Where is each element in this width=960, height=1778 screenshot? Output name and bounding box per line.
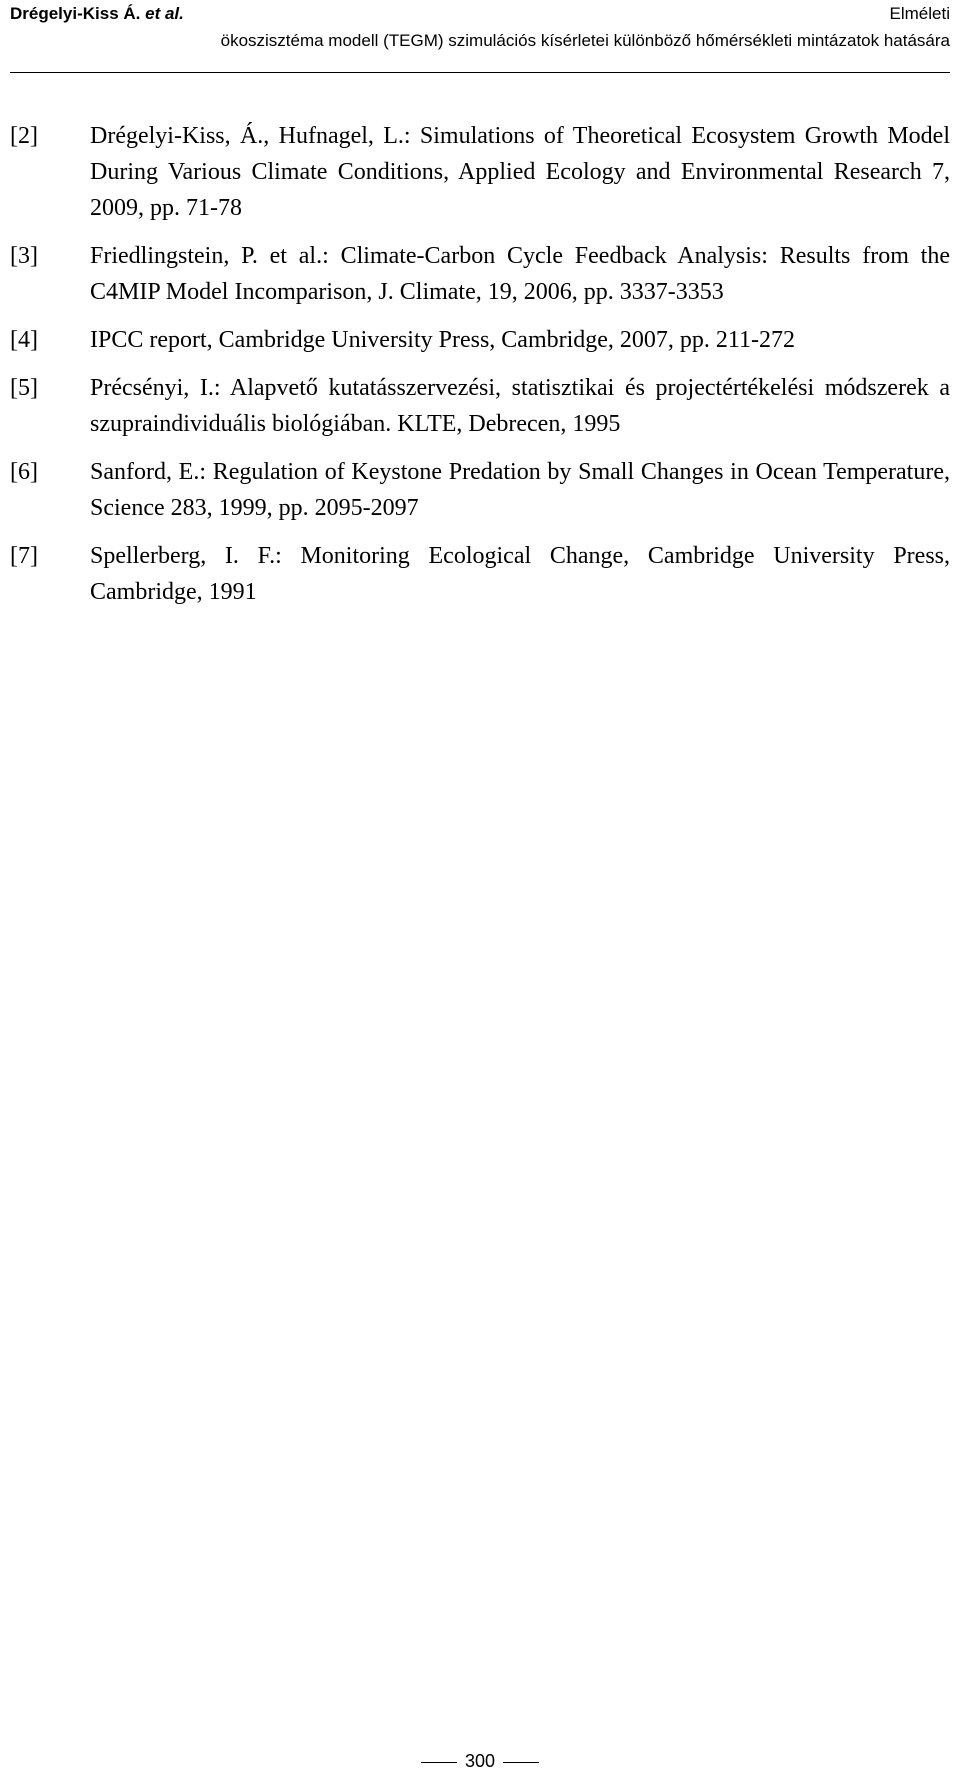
reference-item-4 (10, 322, 950, 358)
reference-number: [3] (10, 243, 38, 269)
reference-text: Friedlingstein, P. et al.: Climate-Carbon Cycle Feedback Analysis: Results from the C4MIP Model Incomparison, J. Climate, 19, 2006, pp. 3337-3353 (90, 243, 950, 305)
header-top-row (10, 0, 950, 27)
header-subtitle: ökoszisztéma modell (TEGM) szimulációs kísérletei különböző hőmérsékleti mintázatok hatására (220, 31, 950, 50)
reference-list (10, 118, 950, 622)
reference-text: Précsényi, I.: Alapvető kutatásszervezési, statisztikai és projectértékelési módszerek a szupraindividuális biológiában. KLTE, Debrecen, 1995 (90, 375, 950, 437)
header-divider (10, 72, 950, 73)
reference-text: IPCC report, Cambridge University Press, Cambridge, 2007, pp. 211-272 (90, 327, 796, 353)
reference-item-6 (10, 454, 950, 526)
reference-text: Sanford, E.: Regulation of Keystone Predation by Small Changes in Ocean Temperature, Science 283, 1999, pp. 2095-2097 (90, 459, 950, 521)
reference-item-3 (10, 238, 950, 310)
header-section: Elméleti (889, 4, 950, 23)
running-header (10, 0, 950, 54)
header-etal: et al. (145, 4, 184, 23)
header-authors (10, 0, 184, 27)
page-footer (0, 1748, 960, 1774)
footer-dash-right (503, 1762, 539, 1763)
reference-number: [2] (10, 123, 38, 149)
reference-text: Drégelyi-Kiss, Á., Hufnagel, L.: Simulations of Theoretical Ecosystem Growth Model During Various Climate Conditions, Applied Ecology and Environmental Research 7, 2009, pp. 71-78 (90, 123, 950, 221)
header-author-names: Drégelyi-Kiss Á. (10, 4, 141, 23)
reference-item-7 (10, 538, 950, 610)
reference-item-2 (10, 118, 950, 226)
reference-number: [4] (10, 327, 38, 353)
reference-number: [7] (10, 543, 38, 569)
reference-number: [5] (10, 375, 38, 401)
reference-text: Spellerberg, I. F.: Monitoring Ecological Change, Cambridge University Press, Cambridge, 1991 (90, 543, 950, 605)
footer-dash-left (421, 1762, 457, 1763)
reference-item-5 (10, 370, 950, 442)
page-number: 300 (464, 1751, 496, 1771)
reference-number: [6] (10, 459, 38, 485)
